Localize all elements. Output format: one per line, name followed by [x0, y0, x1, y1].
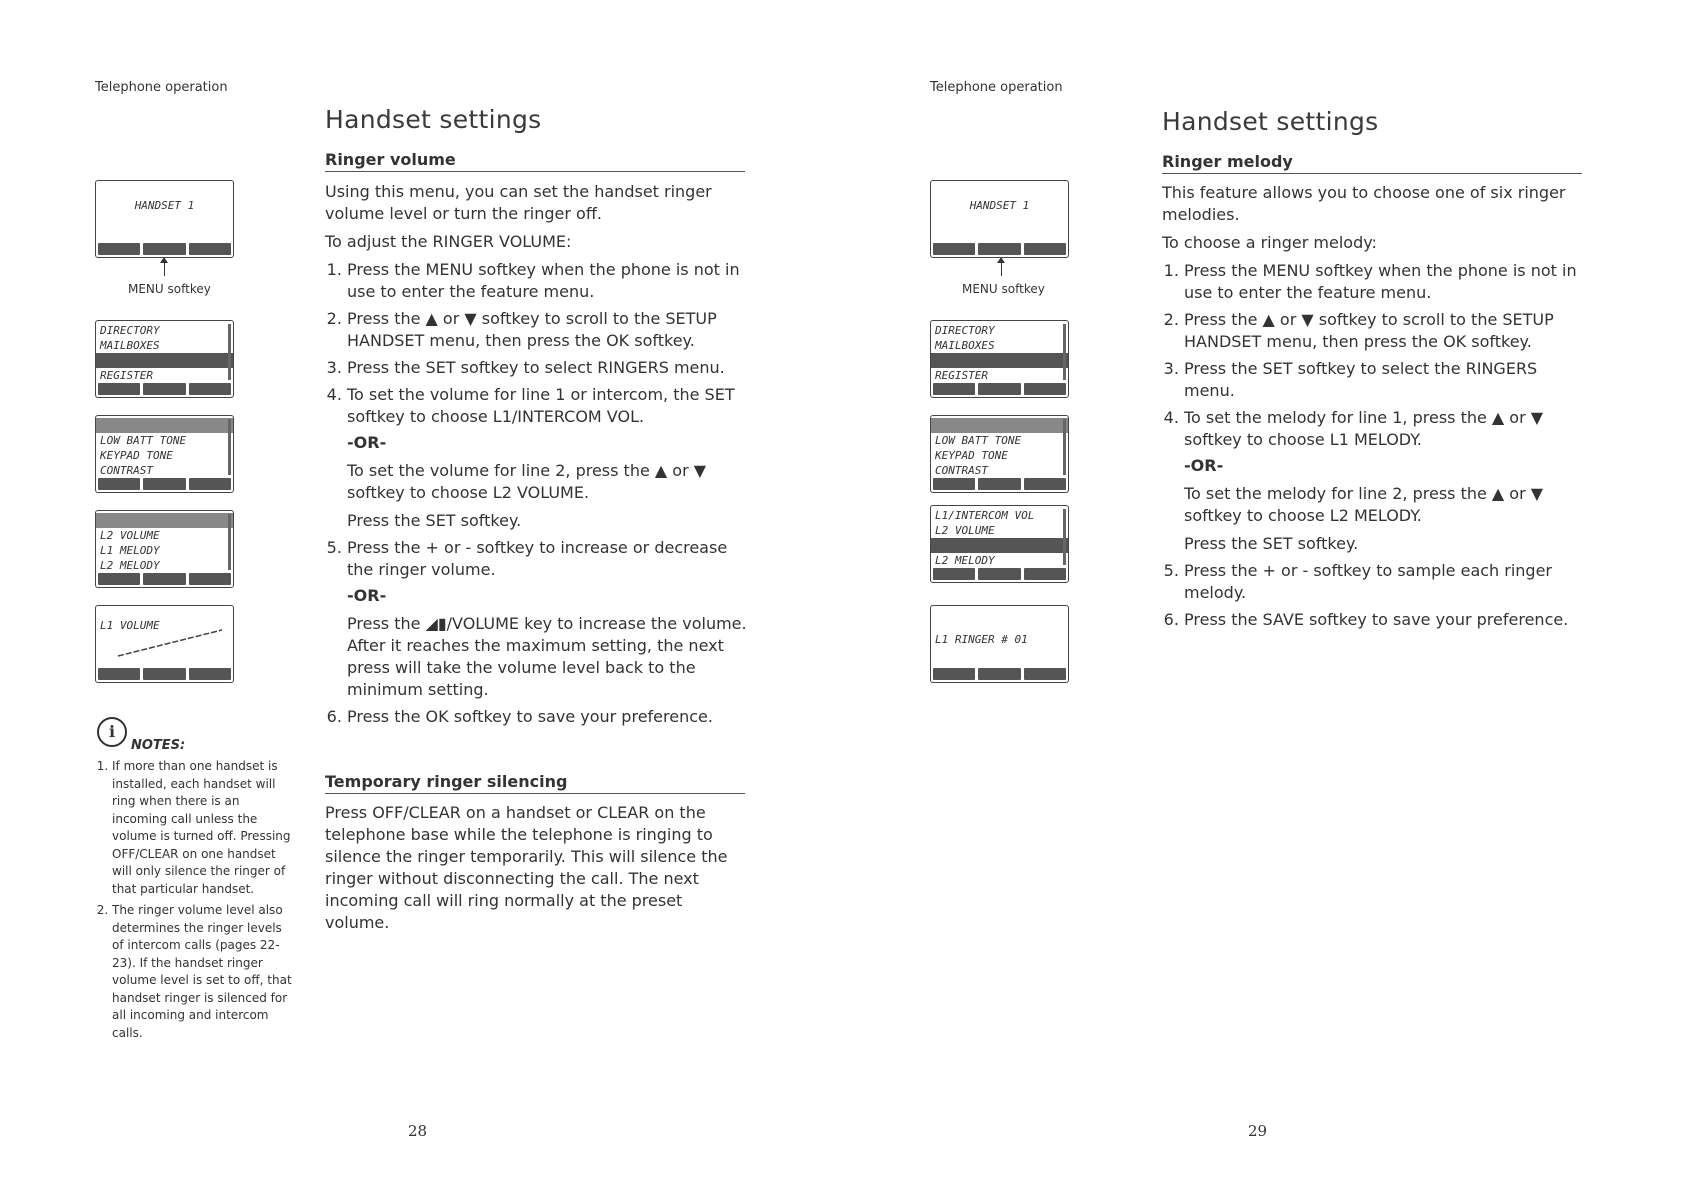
lcd-ringers-screen	[930, 505, 1069, 583]
step-text: Press the + or - softkey to increase or decrease the ringer volume.	[347, 538, 728, 579]
lcd-line-highlighted	[96, 418, 233, 433]
lcd-handset-screen	[95, 180, 234, 258]
step-alt-text: To set the melody for line 2, press the ▲ or ▼ softkey to choose L2 MELODY.	[1184, 484, 1544, 525]
pointer-arrow-icon	[1001, 262, 1002, 276]
lcd-line: LOW BATT TONE	[100, 434, 187, 447]
lcd-softkeys	[98, 573, 231, 585]
notes-label: NOTES:	[131, 738, 186, 753]
lcd-scrollbar	[228, 324, 231, 380]
menu-softkey-caption: MENU softkey	[962, 282, 1045, 296]
lcd-line-highlighted	[931, 418, 1068, 433]
menu-softkey-caption: MENU softkey	[128, 282, 211, 296]
step-alt-text: To set the volume for line 2, press the ▲ or ▼ softkey to choose L2 VOLUME.	[347, 461, 707, 502]
lcd-line-highlighted	[96, 513, 233, 528]
lcd-line: L2 VOLUME	[100, 529, 160, 542]
ringer-volume-body	[325, 181, 750, 733]
lcd-softkeys	[933, 568, 1066, 580]
lcd-line: REGISTER	[100, 369, 153, 382]
lcd-setup-screen	[95, 415, 234, 493]
page-header-left: Telephone operation	[95, 80, 228, 95]
step-text: To set the volume for line 1 or intercom, the SET softkey to choose L1/INTERCOM VOL.	[347, 385, 735, 426]
lcd-text: L1 VOLUME	[100, 619, 160, 632]
section-heading-ringer-volume: Ringer volume	[325, 150, 745, 172]
step-item: 5. Press the + or - softkey to sample each ringer melody.	[1184, 560, 1587, 604]
lcd-ringer-melody-screen	[930, 605, 1069, 683]
step-item	[1184, 407, 1587, 555]
step-item: 1. Press the MENU softkey when the phone is not in use to enter the feature menu.	[347, 259, 750, 303]
lcd-line: MAILBOXES	[100, 339, 160, 352]
lcd-ringers-screen	[95, 510, 234, 588]
lcd-text: HANDSET 1	[969, 199, 1030, 212]
note-item: 2. The ringer volume level also determines the ringer levels of intercom calls (pages 22-23). If the handset ringer volume level is set to off, that handset ringer is silenced for all incoming and intercom calls.	[112, 902, 292, 1042]
lcd-scrollbar	[1063, 324, 1066, 380]
page-header-right: Telephone operation	[930, 80, 1063, 95]
page-title-right: Handset settings	[1162, 107, 1379, 136]
step-item: 6. Press the SAVE softkey to save your preference.	[1184, 609, 1587, 631]
step-item: 6. Press the OK softkey to save your preference.	[347, 706, 750, 728]
lcd-line: L1 MELODY	[100, 544, 160, 557]
notes-list	[92, 758, 292, 1046]
lcd-scrollbar	[228, 419, 231, 475]
lcd-softkeys	[933, 383, 1066, 395]
intro-text: Using this menu, you can set the handset ringer volume level or turn the ringer off.	[325, 182, 712, 223]
lcd-line: REGISTER	[935, 369, 988, 382]
step-item: 1. Press the MENU softkey when the phone is not in use to enter the feature menu.	[1184, 260, 1587, 304]
step-set-text: Press the SET softkey.	[347, 511, 522, 530]
lead-text: To adjust the RINGER VOLUME:	[325, 232, 572, 251]
lcd-softkeys	[98, 478, 231, 490]
note-item: 1. If more than one handset is installed, each handset will ring when there is an incoming call unless the volume is turned off. Pressing OFF/CLEAR on one handset will only silence the ringer of that particular handset.	[112, 758, 292, 898]
or-label: -OR-	[347, 433, 387, 452]
step-item: 3. Press the SET softkey to select RINGERS menu.	[347, 357, 750, 379]
lcd-softkeys	[933, 478, 1066, 490]
section-heading-ringer-melody: Ringer melody	[1162, 152, 1582, 174]
intro-text: This feature allows you to choose one of six ringer melodies.	[1162, 183, 1566, 224]
step-item: 3. Press the SET softkey to select the RINGERS menu.	[1184, 358, 1587, 402]
lcd-menu-screen	[930, 320, 1069, 398]
lcd-line: KEYPAD TONE	[935, 449, 1008, 462]
lcd-line: MAILBOXES	[935, 339, 995, 352]
step-alt-text: Press the ◢▮/VOLUME key to increase the volume. After it reaches the maximum setting, the next press will take the volume level back to the minimum setting.	[347, 614, 747, 699]
lcd-text: L1 RINGER # 01	[935, 633, 1028, 646]
lcd-setup-screen	[930, 415, 1069, 493]
notes-info-icon: i	[97, 717, 127, 747]
lcd-line: CONTRAST	[100, 464, 153, 477]
lcd-line: DIRECTORY	[935, 324, 995, 337]
step-set-text: Press the SET softkey.	[1184, 534, 1359, 553]
pointer-arrow-icon	[164, 262, 165, 276]
lcd-line: DIRECTORY	[100, 324, 160, 337]
lcd-line-highlighted	[96, 353, 233, 368]
lcd-line-highlighted	[931, 538, 1068, 553]
step-item	[347, 537, 750, 701]
temp-silencing-body	[325, 802, 750, 940]
step-item	[347, 384, 750, 532]
lcd-scrollbar	[1063, 419, 1066, 475]
lcd-text: HANDSET 1	[134, 199, 195, 212]
page-number-left: 28	[408, 1122, 428, 1140]
lcd-line: KEYPAD TONE	[100, 449, 173, 462]
lcd-line: L2 MELODY	[100, 559, 160, 572]
lcd-line: L2 VOLUME	[935, 524, 995, 537]
lcd-scrollbar	[228, 514, 231, 570]
ringer-melody-body	[1162, 182, 1587, 636]
lcd-line: LOW BATT TONE	[935, 434, 1022, 447]
temp-silencing-text: Press OFF/CLEAR on a handset or CLEAR on the telephone base while the telephone is ringing to silence the ringer temporarily. This will silence the ringer without disconnecting the call. The next incoming call will ring normally at the preset volume.	[325, 803, 728, 932]
or-label: -OR-	[347, 586, 387, 605]
lcd-menu-screen	[95, 320, 234, 398]
lcd-softkeys	[98, 243, 231, 255]
lcd-handset-screen	[930, 180, 1069, 258]
lcd-line: CONTRAST	[935, 464, 988, 477]
lead-text: To choose a ringer melody:	[1162, 233, 1377, 252]
or-label: -OR-	[1184, 456, 1224, 475]
page-number-right: 29	[1248, 1122, 1268, 1140]
lcd-line-highlighted	[931, 353, 1068, 368]
step-item: 2. Press the ▲ or ▼ softkey to scroll to the SETUP HANDSET menu, then press the OK softkey.	[347, 308, 750, 352]
step-item: 2. Press the ▲ or ▼ softkey to scroll to the SETUP HANDSET menu, then press the OK softkey.	[1184, 309, 1587, 353]
step-text: To set the melody for line 1, press the ▲ or ▼ softkey to choose L1 MELODY.	[1184, 408, 1544, 449]
volume-ramp-icon	[116, 626, 226, 658]
lcd-volume-screen	[95, 605, 234, 683]
lcd-line: L2 MELODY	[935, 554, 995, 567]
lcd-softkeys	[933, 668, 1066, 680]
lcd-softkeys	[98, 668, 231, 680]
section-heading-temp-silencing: Temporary ringer silencing	[325, 772, 745, 794]
lcd-softkeys	[933, 243, 1066, 255]
lcd-softkeys	[98, 383, 231, 395]
page-title-left: Handset settings	[325, 105, 542, 134]
lcd-line: L1/INTERCOM VOL	[935, 509, 1035, 522]
lcd-scrollbar	[1063, 509, 1066, 565]
